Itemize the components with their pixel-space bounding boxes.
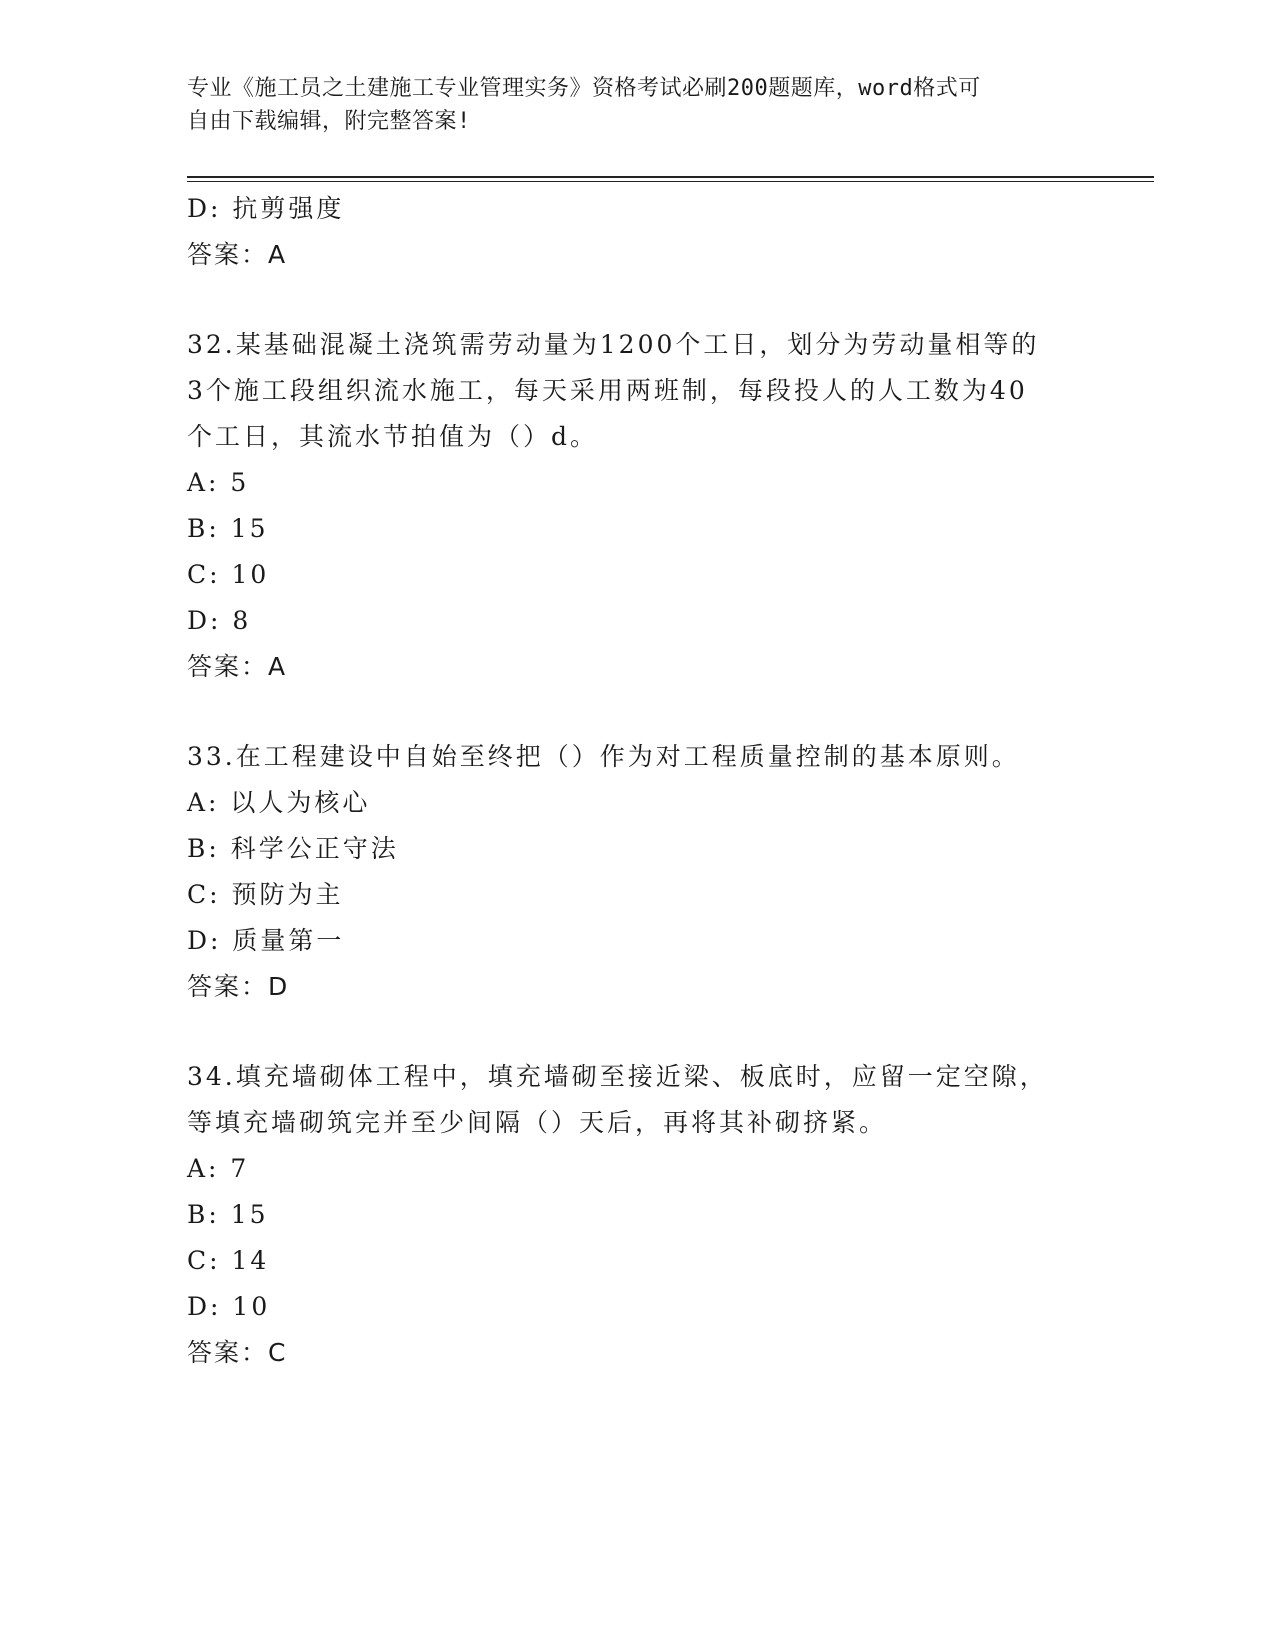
spacer <box>187 278 1067 322</box>
answer-line: 答案：D <box>187 972 290 1001</box>
question-32 <box>187 322 1067 690</box>
option-b: B: 科学公正守法 <box>187 834 399 863</box>
document-header <box>187 72 1067 138</box>
question-33 <box>187 734 1067 1010</box>
question-text-line: 3个施工段组织流水施工，每天采用两班制，每段投人的人工数为40 <box>187 376 1028 405</box>
spacer <box>187 1010 1067 1054</box>
answer-line: 答案：A <box>187 652 288 681</box>
option-c: C: 10 <box>187 560 270 589</box>
option-b: B: 15 <box>187 514 269 543</box>
option-d: D: 质量第一 <box>187 926 345 955</box>
option-c: C: 预防为主 <box>187 880 344 909</box>
question-list <box>187 186 1067 1376</box>
question-text-line: 个工日，其流水节拍值为（）d。 <box>187 422 599 451</box>
question-34 <box>187 1054 1067 1376</box>
question-text-line: 等填充墙砌筑完并至少间隔（）天后，再将其补砌挤紧。 <box>187 1108 888 1137</box>
question-text-line: 32.某基础混凝土浇筑需劳动量为1200个工日，划分为劳动量相等的 <box>187 330 1040 359</box>
option-b: B: 15 <box>187 1200 269 1229</box>
question-text-line: 33.在工程建设中自始至终把（）作为对工程质量控制的基本原则。 <box>187 742 1020 771</box>
spacer <box>187 690 1067 734</box>
option-a: A: 5 <box>187 468 250 497</box>
option-d: D: 8 <box>187 606 252 635</box>
header-line-2: 自由下载编辑，附完整答案! <box>187 109 471 134</box>
header-divider <box>187 176 1154 182</box>
option-c: C: 14 <box>187 1246 270 1275</box>
answer-line: 答案：A <box>187 240 288 269</box>
option-d: D: 抗剪强度 <box>187 194 345 223</box>
option-a: A: 以人为核心 <box>187 788 371 817</box>
answer-line: 答案：C <box>187 1338 288 1367</box>
header-line-1: 专业《施工员之土建施工专业管理实务》资格考试必刷200题题库，word格式可 <box>187 76 981 101</box>
option-d: D: 10 <box>187 1292 271 1321</box>
carryover-block <box>187 186 1067 278</box>
question-text-line: 34.填充墙砌体工程中，填充墙砌至接近梁、板底时，应留一定空隙， <box>187 1062 1048 1091</box>
option-a: A: 7 <box>187 1154 250 1183</box>
